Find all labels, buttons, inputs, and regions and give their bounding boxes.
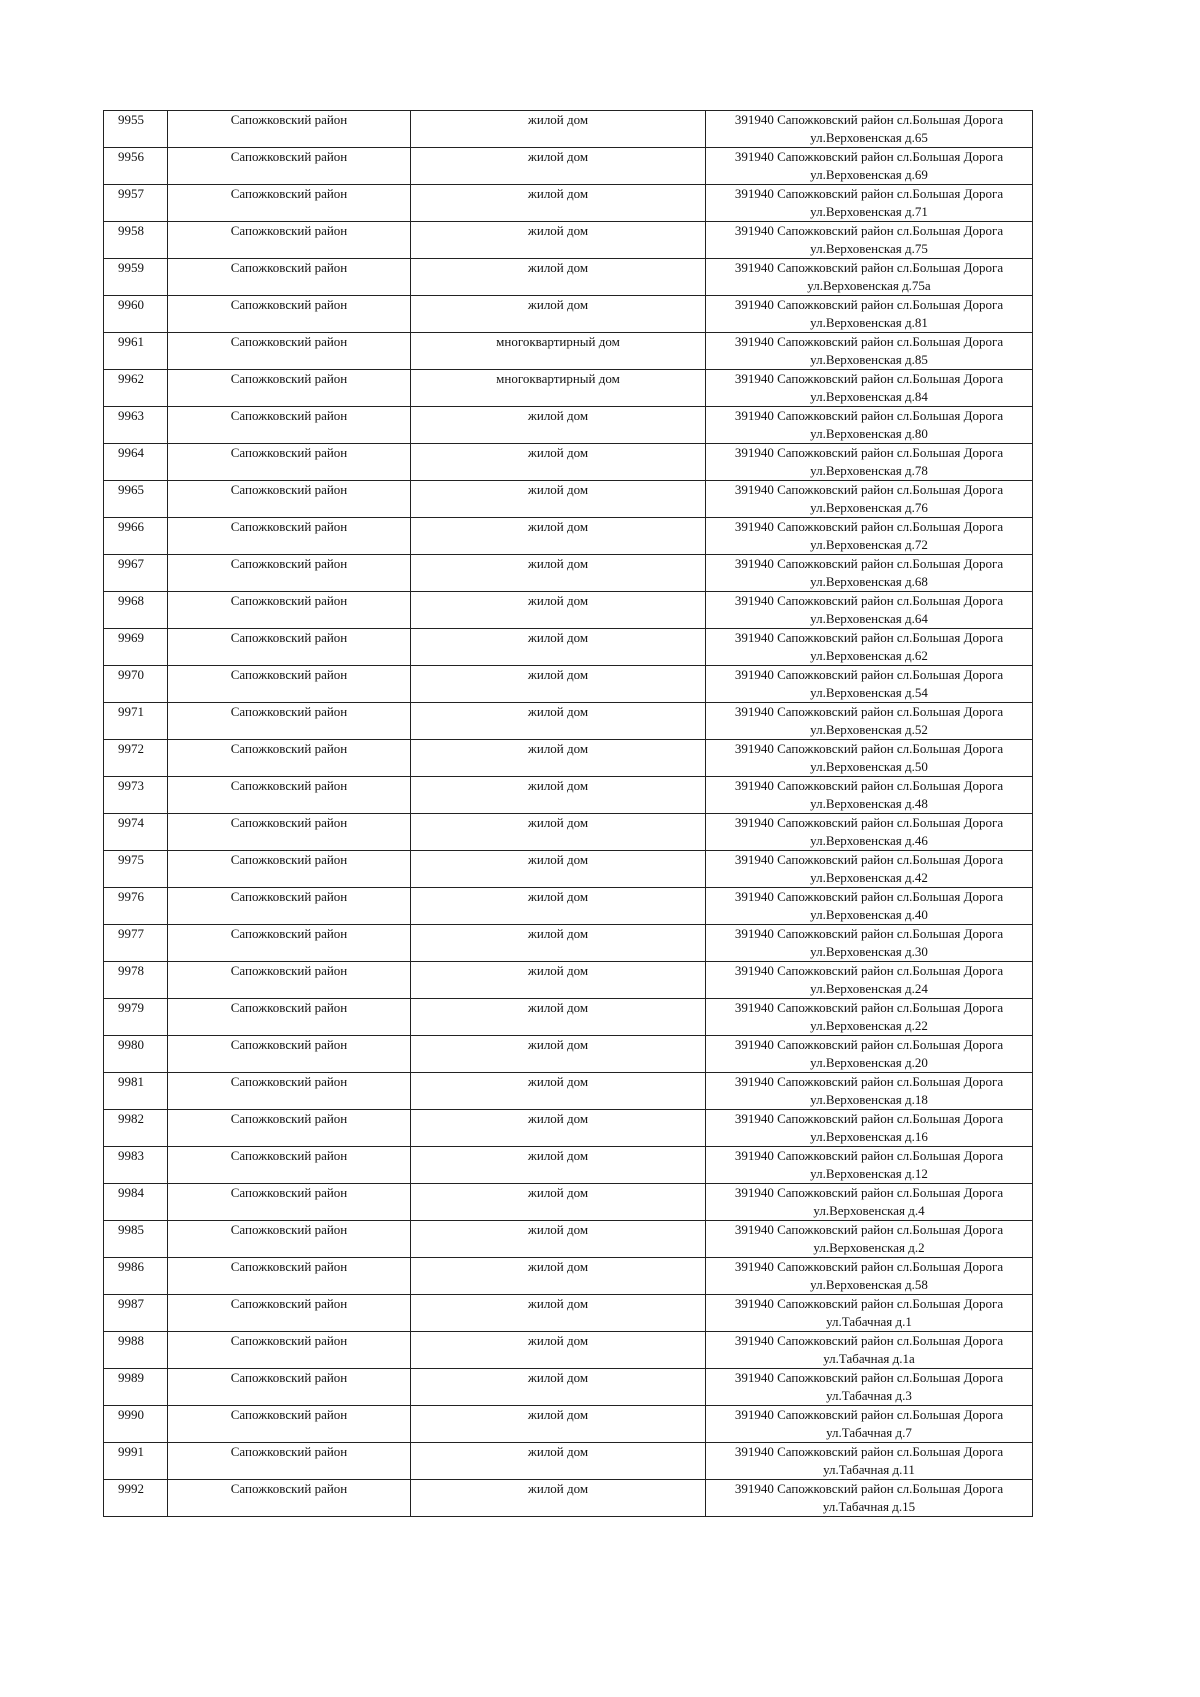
building-type-cell: жилой дом (411, 1295, 706, 1332)
table-row (104, 296, 1033, 333)
district-cell: Сапожковский район (168, 222, 411, 259)
address-line-1: 391940 Сапожковский район сл.Большая Дорога (734, 667, 1004, 682)
address-cell (706, 1036, 1033, 1073)
table-row (104, 1406, 1033, 1443)
address-line-1: 391940 Сапожковский район сл.Большая Дорога (734, 852, 1004, 867)
building-type-cell: жилой дом (411, 1036, 706, 1073)
address-line-2: ул.Верховенская д.84 (810, 389, 928, 404)
table-row (104, 518, 1033, 555)
building-type-cell: жилой дом (411, 296, 706, 333)
table-row (104, 925, 1033, 962)
table-row (104, 259, 1033, 296)
address-cell (706, 518, 1033, 555)
address-line-2: ул.Верховенская д.40 (810, 907, 928, 922)
building-type-cell: жилой дом (411, 555, 706, 592)
address-cell (706, 148, 1033, 185)
table-row (104, 1184, 1033, 1221)
row-number-cell: 9975 (104, 851, 168, 888)
row-number-cell: 9962 (104, 370, 168, 407)
address-line-2: ул.Табачная д.15 (822, 1499, 916, 1514)
address-line-2: ул.Верховенская д.42 (810, 870, 928, 885)
address-cell (706, 1147, 1033, 1184)
address-line-2: ул.Табачная д.1 (826, 1314, 912, 1329)
address-line-1: 391940 Сапожковский район сл.Большая Дорога (734, 593, 1004, 608)
row-number-cell: 9979 (104, 999, 168, 1036)
table-row (104, 555, 1033, 592)
table-row (104, 666, 1033, 703)
address-cell (706, 1295, 1033, 1332)
address-cell (706, 1406, 1033, 1443)
row-number-cell: 9957 (104, 185, 168, 222)
row-number-cell: 9955 (104, 111, 168, 148)
address-line-2: ул.Верховенская д.75 (810, 241, 928, 256)
building-type-cell: жилой дом (411, 888, 706, 925)
address-cell (706, 666, 1033, 703)
row-number-cell: 9985 (104, 1221, 168, 1258)
district-cell: Сапожковский район (168, 1184, 411, 1221)
district-cell: Сапожковский район (168, 1147, 411, 1184)
row-number-cell: 9971 (104, 703, 168, 740)
row-number-cell: 9989 (104, 1369, 168, 1406)
address-cell (706, 814, 1033, 851)
address-line-2: ул.Верховенская д.71 (810, 204, 928, 219)
address-line-1: 391940 Сапожковский район сл.Большая Дорога (734, 334, 1004, 349)
address-line-2: ул.Табачная д.11 (823, 1462, 915, 1477)
table-row (104, 148, 1033, 185)
district-cell: Сапожковский район (168, 259, 411, 296)
building-type-cell: жилой дом (411, 185, 706, 222)
address-cell (706, 222, 1033, 259)
district-cell: Сапожковский район (168, 1406, 411, 1443)
address-line-1: 391940 Сапожковский район сл.Большая Дорога (734, 149, 1004, 164)
address-line-2: ул.Верховенская д.81 (810, 315, 928, 330)
row-number-cell: 9965 (104, 481, 168, 518)
building-type-cell: жилой дом (411, 444, 706, 481)
address-cell (706, 370, 1033, 407)
address-cell (706, 629, 1033, 666)
registry-table-body (104, 111, 1033, 1517)
district-cell: Сапожковский район (168, 777, 411, 814)
row-number-cell: 9982 (104, 1110, 168, 1147)
district-cell: Сапожковский район (168, 481, 411, 518)
table-row (104, 1443, 1033, 1480)
district-cell: Сапожковский район (168, 851, 411, 888)
building-type-cell: жилой дом (411, 222, 706, 259)
district-cell: Сапожковский район (168, 333, 411, 370)
table-row (104, 629, 1033, 666)
row-number-cell: 9967 (104, 555, 168, 592)
table-row (104, 1258, 1033, 1295)
district-cell: Сапожковский район (168, 666, 411, 703)
address-line-2: ул.Табачная д.3 (826, 1388, 912, 1403)
district-cell: Сапожковский район (168, 1295, 411, 1332)
district-cell: Сапожковский район (168, 962, 411, 999)
row-number-cell: 9977 (104, 925, 168, 962)
table-row (104, 1221, 1033, 1258)
row-number-cell: 9981 (104, 1073, 168, 1110)
address-line-2: ул.Табачная д.7 (826, 1425, 912, 1440)
district-cell: Сапожковский район (168, 1110, 411, 1147)
district-cell: Сапожковский район (168, 407, 411, 444)
address-cell (706, 1258, 1033, 1295)
building-type-cell: многоквартирный дом (411, 333, 706, 370)
row-number-cell: 9963 (104, 407, 168, 444)
address-cell (706, 1073, 1033, 1110)
address-line-1: 391940 Сапожковский район сл.Большая Дорога (734, 815, 1004, 830)
address-line-1: 391940 Сапожковский район сл.Большая Дорога (734, 519, 1004, 534)
district-cell: Сапожковский район (168, 814, 411, 851)
address-line-2: ул.Верховенская д.72 (810, 537, 928, 552)
address-line-1: 391940 Сапожковский район сл.Большая Дорога (734, 556, 1004, 571)
address-line-1: 391940 Сапожковский район сл.Большая Дорога (734, 1222, 1004, 1237)
table-row (104, 481, 1033, 518)
building-type-cell: жилой дом (411, 814, 706, 851)
row-number-cell: 9976 (104, 888, 168, 925)
row-number-cell: 9964 (104, 444, 168, 481)
row-number-cell: 9990 (104, 1406, 168, 1443)
district-cell: Сапожковский район (168, 555, 411, 592)
address-line-1: 391940 Сапожковский район сл.Большая Дорога (734, 112, 1004, 127)
district-cell: Сапожковский район (168, 1036, 411, 1073)
address-cell (706, 925, 1033, 962)
address-line-1: 391940 Сапожковский район сл.Большая Дорога (734, 408, 1004, 423)
address-cell (706, 1221, 1033, 1258)
district-cell: Сапожковский район (168, 1221, 411, 1258)
address-cell (706, 703, 1033, 740)
row-number-cell: 9984 (104, 1184, 168, 1221)
address-line-2: ул.Верховенская д.12 (810, 1166, 928, 1181)
address-cell (706, 999, 1033, 1036)
address-line-1: 391940 Сапожковский район сл.Большая Дорога (734, 1370, 1004, 1385)
building-type-cell: жилой дом (411, 740, 706, 777)
address-cell (706, 407, 1033, 444)
address-line-1: 391940 Сапожковский район сл.Большая Дорога (734, 1296, 1004, 1311)
address-line-2: ул.Верховенская д.78 (810, 463, 928, 478)
table-row (104, 1073, 1033, 1110)
address-line-2: ул.Верховенская д.69 (810, 167, 928, 182)
address-line-1: 391940 Сапожковский район сл.Большая Дорога (734, 482, 1004, 497)
row-number-cell: 9960 (104, 296, 168, 333)
address-cell (706, 1184, 1033, 1221)
address-cell (706, 851, 1033, 888)
address-line-2: ул.Верховенская д.80 (810, 426, 928, 441)
address-line-2: ул.Верховенская д.4 (813, 1203, 925, 1218)
address-cell (706, 555, 1033, 592)
table-row (104, 740, 1033, 777)
building-type-cell: жилой дом (411, 518, 706, 555)
address-line-2: ул.Верховенская д.54 (810, 685, 928, 700)
table-row (104, 962, 1033, 999)
address-cell (706, 259, 1033, 296)
district-cell: Сапожковский район (168, 592, 411, 629)
building-type-cell: жилой дом (411, 407, 706, 444)
row-number-cell: 9956 (104, 148, 168, 185)
building-type-cell: жилой дом (411, 1406, 706, 1443)
building-type-cell: жилой дом (411, 1369, 706, 1406)
address-line-2: ул.Верховенская д.68 (810, 574, 928, 589)
address-line-1: 391940 Сапожковский район сл.Большая Дорога (734, 260, 1004, 275)
address-cell (706, 296, 1033, 333)
row-number-cell: 9959 (104, 259, 168, 296)
address-line-1: 391940 Сапожковский район сл.Большая Дорога (734, 926, 1004, 941)
address-line-2: ул.Верховенская д.18 (810, 1092, 928, 1107)
address-cell (706, 1369, 1033, 1406)
address-line-1: 391940 Сапожковский район сл.Большая Дорога (734, 1037, 1004, 1052)
table-row (104, 851, 1033, 888)
building-type-cell: жилой дом (411, 1221, 706, 1258)
address-line-1: 391940 Сапожковский район сл.Большая Дорога (734, 1111, 1004, 1126)
address-cell (706, 1110, 1033, 1147)
district-cell: Сапожковский район (168, 1258, 411, 1295)
building-type-cell: жилой дом (411, 111, 706, 148)
address-cell (706, 1443, 1033, 1480)
address-cell (706, 1480, 1033, 1517)
address-line-1: 391940 Сапожковский район сл.Большая Дорога (734, 1407, 1004, 1422)
address-line-2: ул.Верховенская д.48 (810, 796, 928, 811)
address-line-2: ул.Верховенская д.24 (810, 981, 928, 996)
address-line-2: ул.Верховенская д.46 (810, 833, 928, 848)
building-type-cell: жилой дом (411, 1147, 706, 1184)
district-cell: Сапожковский район (168, 1443, 411, 1480)
row-number-cell: 9970 (104, 666, 168, 703)
building-type-cell: жилой дом (411, 592, 706, 629)
district-cell: Сапожковский район (168, 629, 411, 666)
building-type-cell: жилой дом (411, 1073, 706, 1110)
address-cell (706, 333, 1033, 370)
district-cell: Сапожковский район (168, 703, 411, 740)
district-cell: Сапожковский район (168, 999, 411, 1036)
row-number-cell: 9983 (104, 1147, 168, 1184)
building-type-cell: жилой дом (411, 1184, 706, 1221)
row-number-cell: 9974 (104, 814, 168, 851)
table-row (104, 999, 1033, 1036)
table-row (104, 1369, 1033, 1406)
table-row (104, 1110, 1033, 1147)
address-line-2: ул.Верховенская д.52 (810, 722, 928, 737)
row-number-cell: 9980 (104, 1036, 168, 1073)
address-line-1: 391940 Сапожковский район сл.Большая Дорога (734, 1148, 1004, 1163)
row-number-cell: 9968 (104, 592, 168, 629)
address-line-2: ул.Верховенская д.76 (810, 500, 928, 515)
address-line-1: 391940 Сапожковский район сл.Большая Дорога (734, 1444, 1004, 1459)
address-cell (706, 481, 1033, 518)
district-cell: Сапожковский район (168, 370, 411, 407)
address-line-2: ул.Верховенская д.64 (810, 611, 928, 626)
address-line-1: 391940 Сапожковский район сл.Большая Дорога (734, 889, 1004, 904)
address-line-2: ул.Верховенская д.65 (810, 130, 928, 145)
address-line-1: 391940 Сапожковский район сл.Большая Дорога (734, 963, 1004, 978)
address-line-1: 391940 Сапожковский район сл.Большая Дорога (734, 371, 1004, 386)
address-line-1: 391940 Сапожковский район сл.Большая Дорога (734, 223, 1004, 238)
district-cell: Сапожковский район (168, 296, 411, 333)
table-row (104, 1147, 1033, 1184)
district-cell: Сапожковский район (168, 1480, 411, 1517)
district-cell: Сапожковский район (168, 148, 411, 185)
building-type-cell: жилой дом (411, 962, 706, 999)
address-line-1: 391940 Сапожковский район сл.Большая Дорога (734, 1259, 1004, 1274)
row-number-cell: 9987 (104, 1295, 168, 1332)
address-cell (706, 740, 1033, 777)
building-type-cell: жилой дом (411, 259, 706, 296)
district-cell: Сапожковский район (168, 925, 411, 962)
building-type-cell: жилой дом (411, 777, 706, 814)
district-cell: Сапожковский район (168, 1332, 411, 1369)
address-line-2: ул.Верховенская д.50 (810, 759, 928, 774)
building-type-cell: жилой дом (411, 481, 706, 518)
row-number-cell: 9961 (104, 333, 168, 370)
building-type-cell: жилой дом (411, 629, 706, 666)
table-row (104, 444, 1033, 481)
address-line-2: ул.Верховенская д.22 (810, 1018, 928, 1033)
table-row (104, 1036, 1033, 1073)
table-row (104, 370, 1033, 407)
address-line-1: 391940 Сапожковский район сл.Большая Дорога (734, 1185, 1004, 1200)
district-cell: Сапожковский район (168, 1073, 411, 1110)
building-type-cell: жилой дом (411, 1258, 706, 1295)
district-cell: Сапожковский район (168, 111, 411, 148)
row-number-cell: 9991 (104, 1443, 168, 1480)
table-row (104, 814, 1033, 851)
row-number-cell: 9988 (104, 1332, 168, 1369)
address-line-1: 391940 Сапожковский район сл.Большая Дорога (734, 1333, 1004, 1348)
address-line-2: ул.Верховенская д.20 (810, 1055, 928, 1070)
address-line-1: 391940 Сапожковский район сл.Большая Дорога (734, 778, 1004, 793)
address-cell (706, 777, 1033, 814)
row-number-cell: 9992 (104, 1480, 168, 1517)
row-number-cell: 9972 (104, 740, 168, 777)
housing-registry-table (103, 110, 1033, 1517)
building-type-cell: жилой дом (411, 851, 706, 888)
building-type-cell: многоквартирный дом (411, 370, 706, 407)
table-row (104, 1295, 1033, 1332)
building-type-cell: жилой дом (411, 1332, 706, 1369)
address-line-1: 391940 Сапожковский район сл.Большая Дорога (734, 1000, 1004, 1015)
building-type-cell: жилой дом (411, 1480, 706, 1517)
district-cell: Сапожковский район (168, 888, 411, 925)
address-line-1: 391940 Сапожковский район сл.Большая Дорога (734, 1481, 1004, 1496)
table-row (104, 407, 1033, 444)
district-cell: Сапожковский район (168, 185, 411, 222)
address-cell (706, 888, 1033, 925)
address-line-2: ул.Верховенская д.2 (813, 1240, 925, 1255)
row-number-cell: 9969 (104, 629, 168, 666)
address-line-2: ул.Верховенская д.30 (810, 944, 928, 959)
address-line-1: 391940 Сапожковский район сл.Большая Дорога (734, 704, 1004, 719)
address-line-2: ул.Табачная д.1а (823, 1351, 915, 1366)
table-row (104, 1332, 1033, 1369)
address-cell (706, 185, 1033, 222)
address-line-2: ул.Верховенская д.16 (810, 1129, 928, 1144)
row-number-cell: 9986 (104, 1258, 168, 1295)
address-line-2: ул.Верховенская д.62 (810, 648, 928, 663)
address-line-2: ул.Верховенская д.85 (810, 352, 928, 367)
table-row (104, 1480, 1033, 1517)
table-row (104, 592, 1033, 629)
address-line-1: 391940 Сапожковский район сл.Большая Дорога (734, 445, 1004, 460)
district-cell: Сапожковский район (168, 740, 411, 777)
building-type-cell: жилой дом (411, 703, 706, 740)
row-number-cell: 9966 (104, 518, 168, 555)
table-row (104, 185, 1033, 222)
building-type-cell: жилой дом (411, 148, 706, 185)
address-line-1: 391940 Сапожковский район сл.Большая Дорога (734, 186, 1004, 201)
row-number-cell: 9958 (104, 222, 168, 259)
district-cell: Сапожковский район (168, 1369, 411, 1406)
table-row (104, 703, 1033, 740)
address-line-1: 391940 Сапожковский район сл.Большая Дорога (734, 741, 1004, 756)
table-row (104, 777, 1033, 814)
address-line-1: 391940 Сапожковский район сл.Большая Дорога (734, 1074, 1004, 1089)
district-cell: Сапожковский район (168, 518, 411, 555)
table-row (104, 111, 1033, 148)
building-type-cell: жилой дом (411, 1443, 706, 1480)
table-row (104, 888, 1033, 925)
table-row (104, 333, 1033, 370)
table-row (104, 222, 1033, 259)
building-type-cell: жилой дом (411, 999, 706, 1036)
address-line-2: ул.Верховенская д.58 (810, 1277, 928, 1292)
building-type-cell: жилой дом (411, 1110, 706, 1147)
address-cell (706, 962, 1033, 999)
address-line-2: ул.Верховенская д.75а (807, 278, 931, 293)
address-cell (706, 592, 1033, 629)
address-line-1: 391940 Сапожковский район сл.Большая Дорога (734, 297, 1004, 312)
row-number-cell: 9973 (104, 777, 168, 814)
address-cell (706, 1332, 1033, 1369)
address-cell (706, 444, 1033, 481)
district-cell: Сапожковский район (168, 444, 411, 481)
address-cell (706, 111, 1033, 148)
building-type-cell: жилой дом (411, 666, 706, 703)
row-number-cell: 9978 (104, 962, 168, 999)
building-type-cell: жилой дом (411, 925, 706, 962)
address-line-1: 391940 Сапожковский район сл.Большая Дорога (734, 630, 1004, 645)
